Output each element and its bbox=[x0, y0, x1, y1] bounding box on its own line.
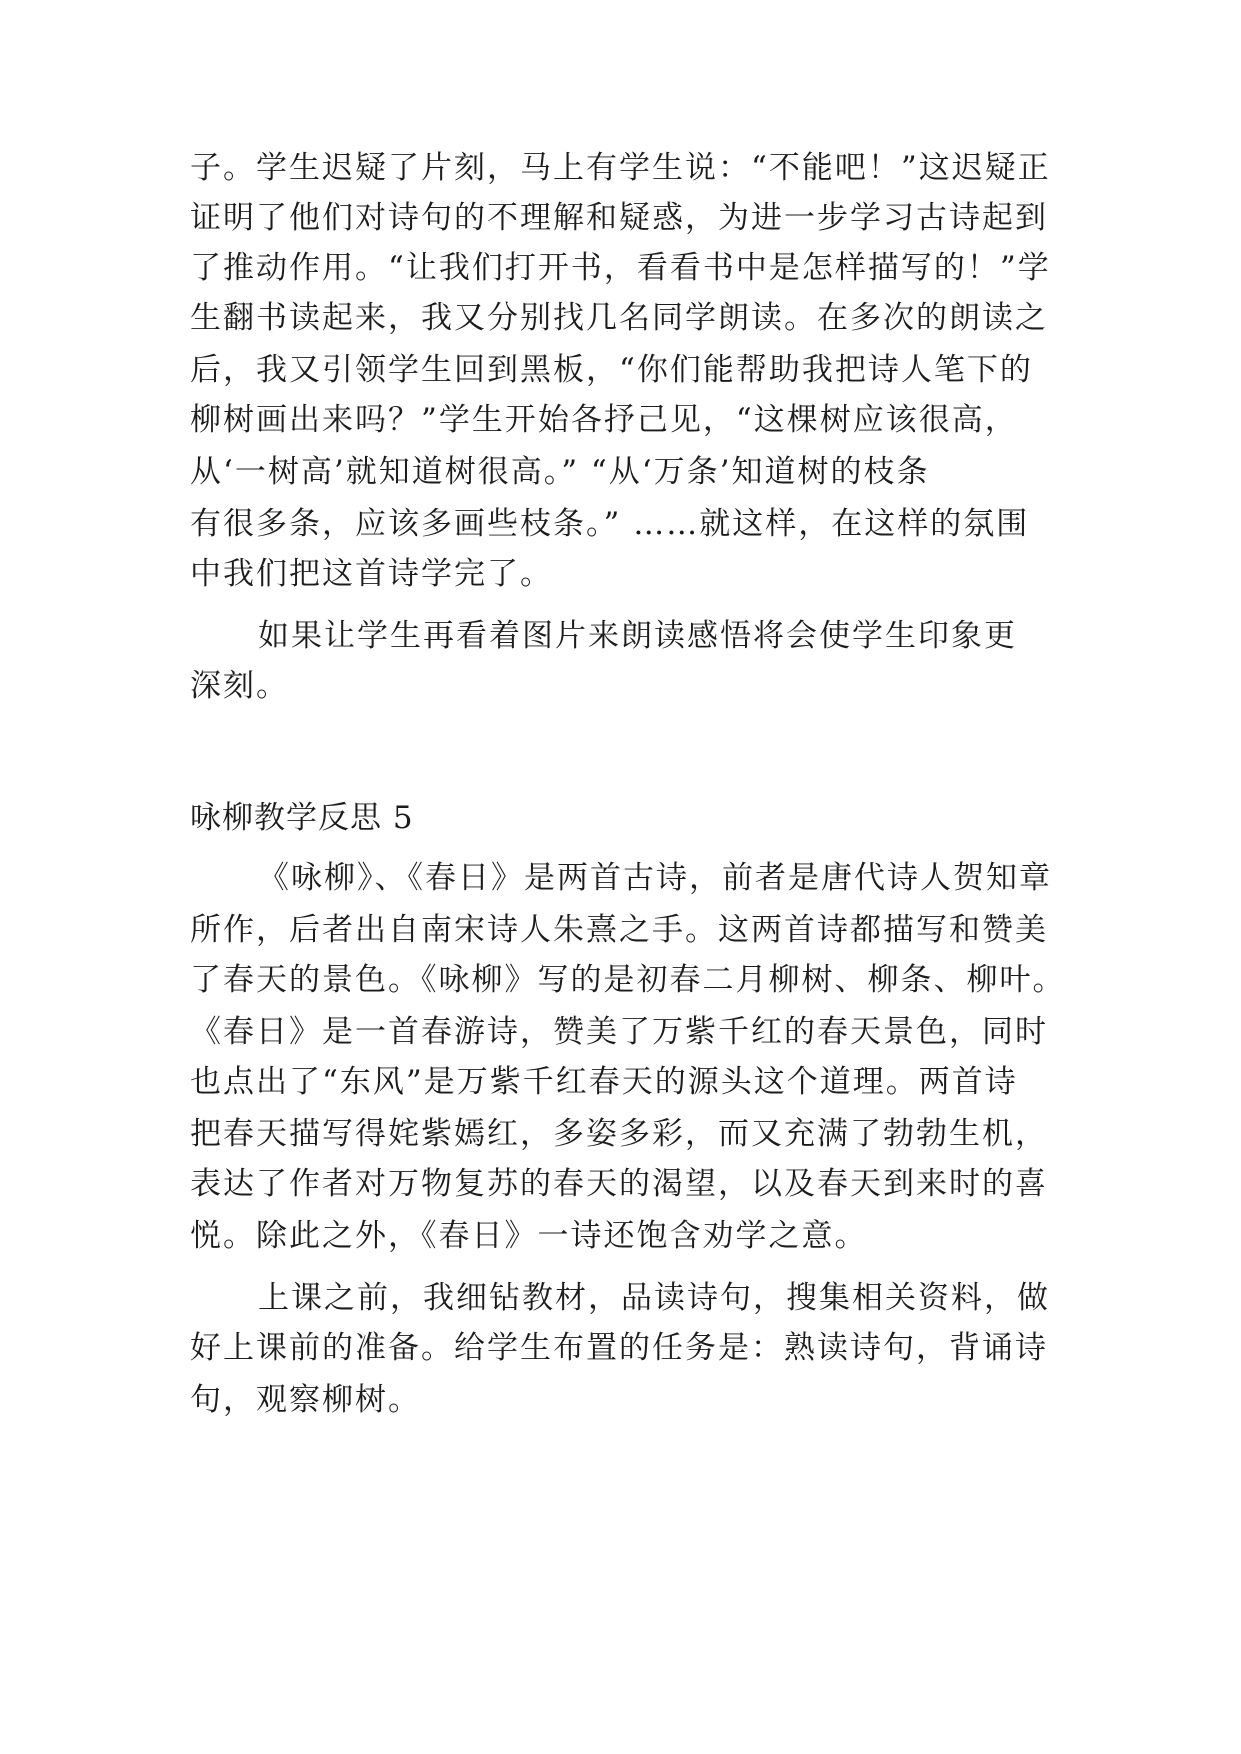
section-title: 咏柳教学反思 5 bbox=[190, 800, 414, 836]
paragraph-line: 也点出了“东风”是万紫千红春天的源头这个道理。两首诗 bbox=[190, 1064, 1018, 1100]
paragraph-line: 有很多条，应该多画些枝条。” ……就这样，在这样的氛围 bbox=[190, 506, 1030, 542]
paragraph-line: 上课之前，我细钻教材，品读诗句，搜集相关资料，做 bbox=[258, 1280, 1050, 1316]
paragraph-line: 柳树画出来吗？”学生开始各抒己见，“这棵树应该很高， bbox=[190, 402, 1018, 438]
paragraph-line: 句，观察柳树。 bbox=[190, 1382, 421, 1418]
paragraph-line: 中我们把这首诗学完了。 bbox=[190, 556, 553, 592]
paragraph-line: 把春天描写得姹紫嫣红，多姿多彩，而又充满了勃勃生机， bbox=[190, 1116, 1048, 1152]
paragraph-line: 《春日》是一首春游诗，赞美了万紫千红的春天景色，同时 bbox=[190, 1014, 1048, 1050]
paragraph-line: 《咏柳》、《春日》是两首古诗，前者是唐代诗人贺知章 bbox=[258, 860, 1052, 896]
paragraph-line: 好上课前的准备。给学生布置的任务是：熟读诗句，背诵诗 bbox=[190, 1330, 1048, 1366]
paragraph-line: 后，我又引领学生回到黑板，“你们能帮助我把诗人笔下的 bbox=[190, 352, 1033, 388]
paragraph-line: 了推动作用。“让我们打开书，看看书中是怎样描写的！”学 bbox=[190, 250, 1051, 286]
paragraph-line: 悦。除此之外，《春日》一诗还饱含劝学之意。 bbox=[190, 1218, 868, 1254]
paragraph-line: 证明了他们对诗句的不理解和疑惑，为进一步学习古诗起到 bbox=[190, 200, 1048, 236]
paragraph-line: 深刻。 bbox=[190, 668, 289, 704]
paragraph-line: 表达了作者对万物复苏的春天的渴望，以及春天到来时的喜 bbox=[190, 1166, 1048, 1202]
paragraph-line: 所作，后者出自南宋诗人朱熹之手。这两首诗都描写和赞美 bbox=[190, 912, 1048, 948]
paragraph-line: 生翻书读起来，我又分别找几名同学朗读。在多次的朗读之 bbox=[190, 300, 1048, 336]
paragraph-line: 如果让学生再看着图片来朗读感悟将会使学生印象更 bbox=[258, 618, 1017, 654]
paragraph-line: 了春天的景色。《咏柳》写的是初春二月柳树、柳条、柳叶。 bbox=[190, 962, 1066, 998]
paragraph-line: 从‘一树高’就知道树很高。” “从‘万条’知道树的枝条 bbox=[190, 454, 930, 490]
paragraph-line: 子。学生迟疑了片刻，马上有学生说：“不能吧！”这迟疑正 bbox=[190, 150, 1051, 186]
